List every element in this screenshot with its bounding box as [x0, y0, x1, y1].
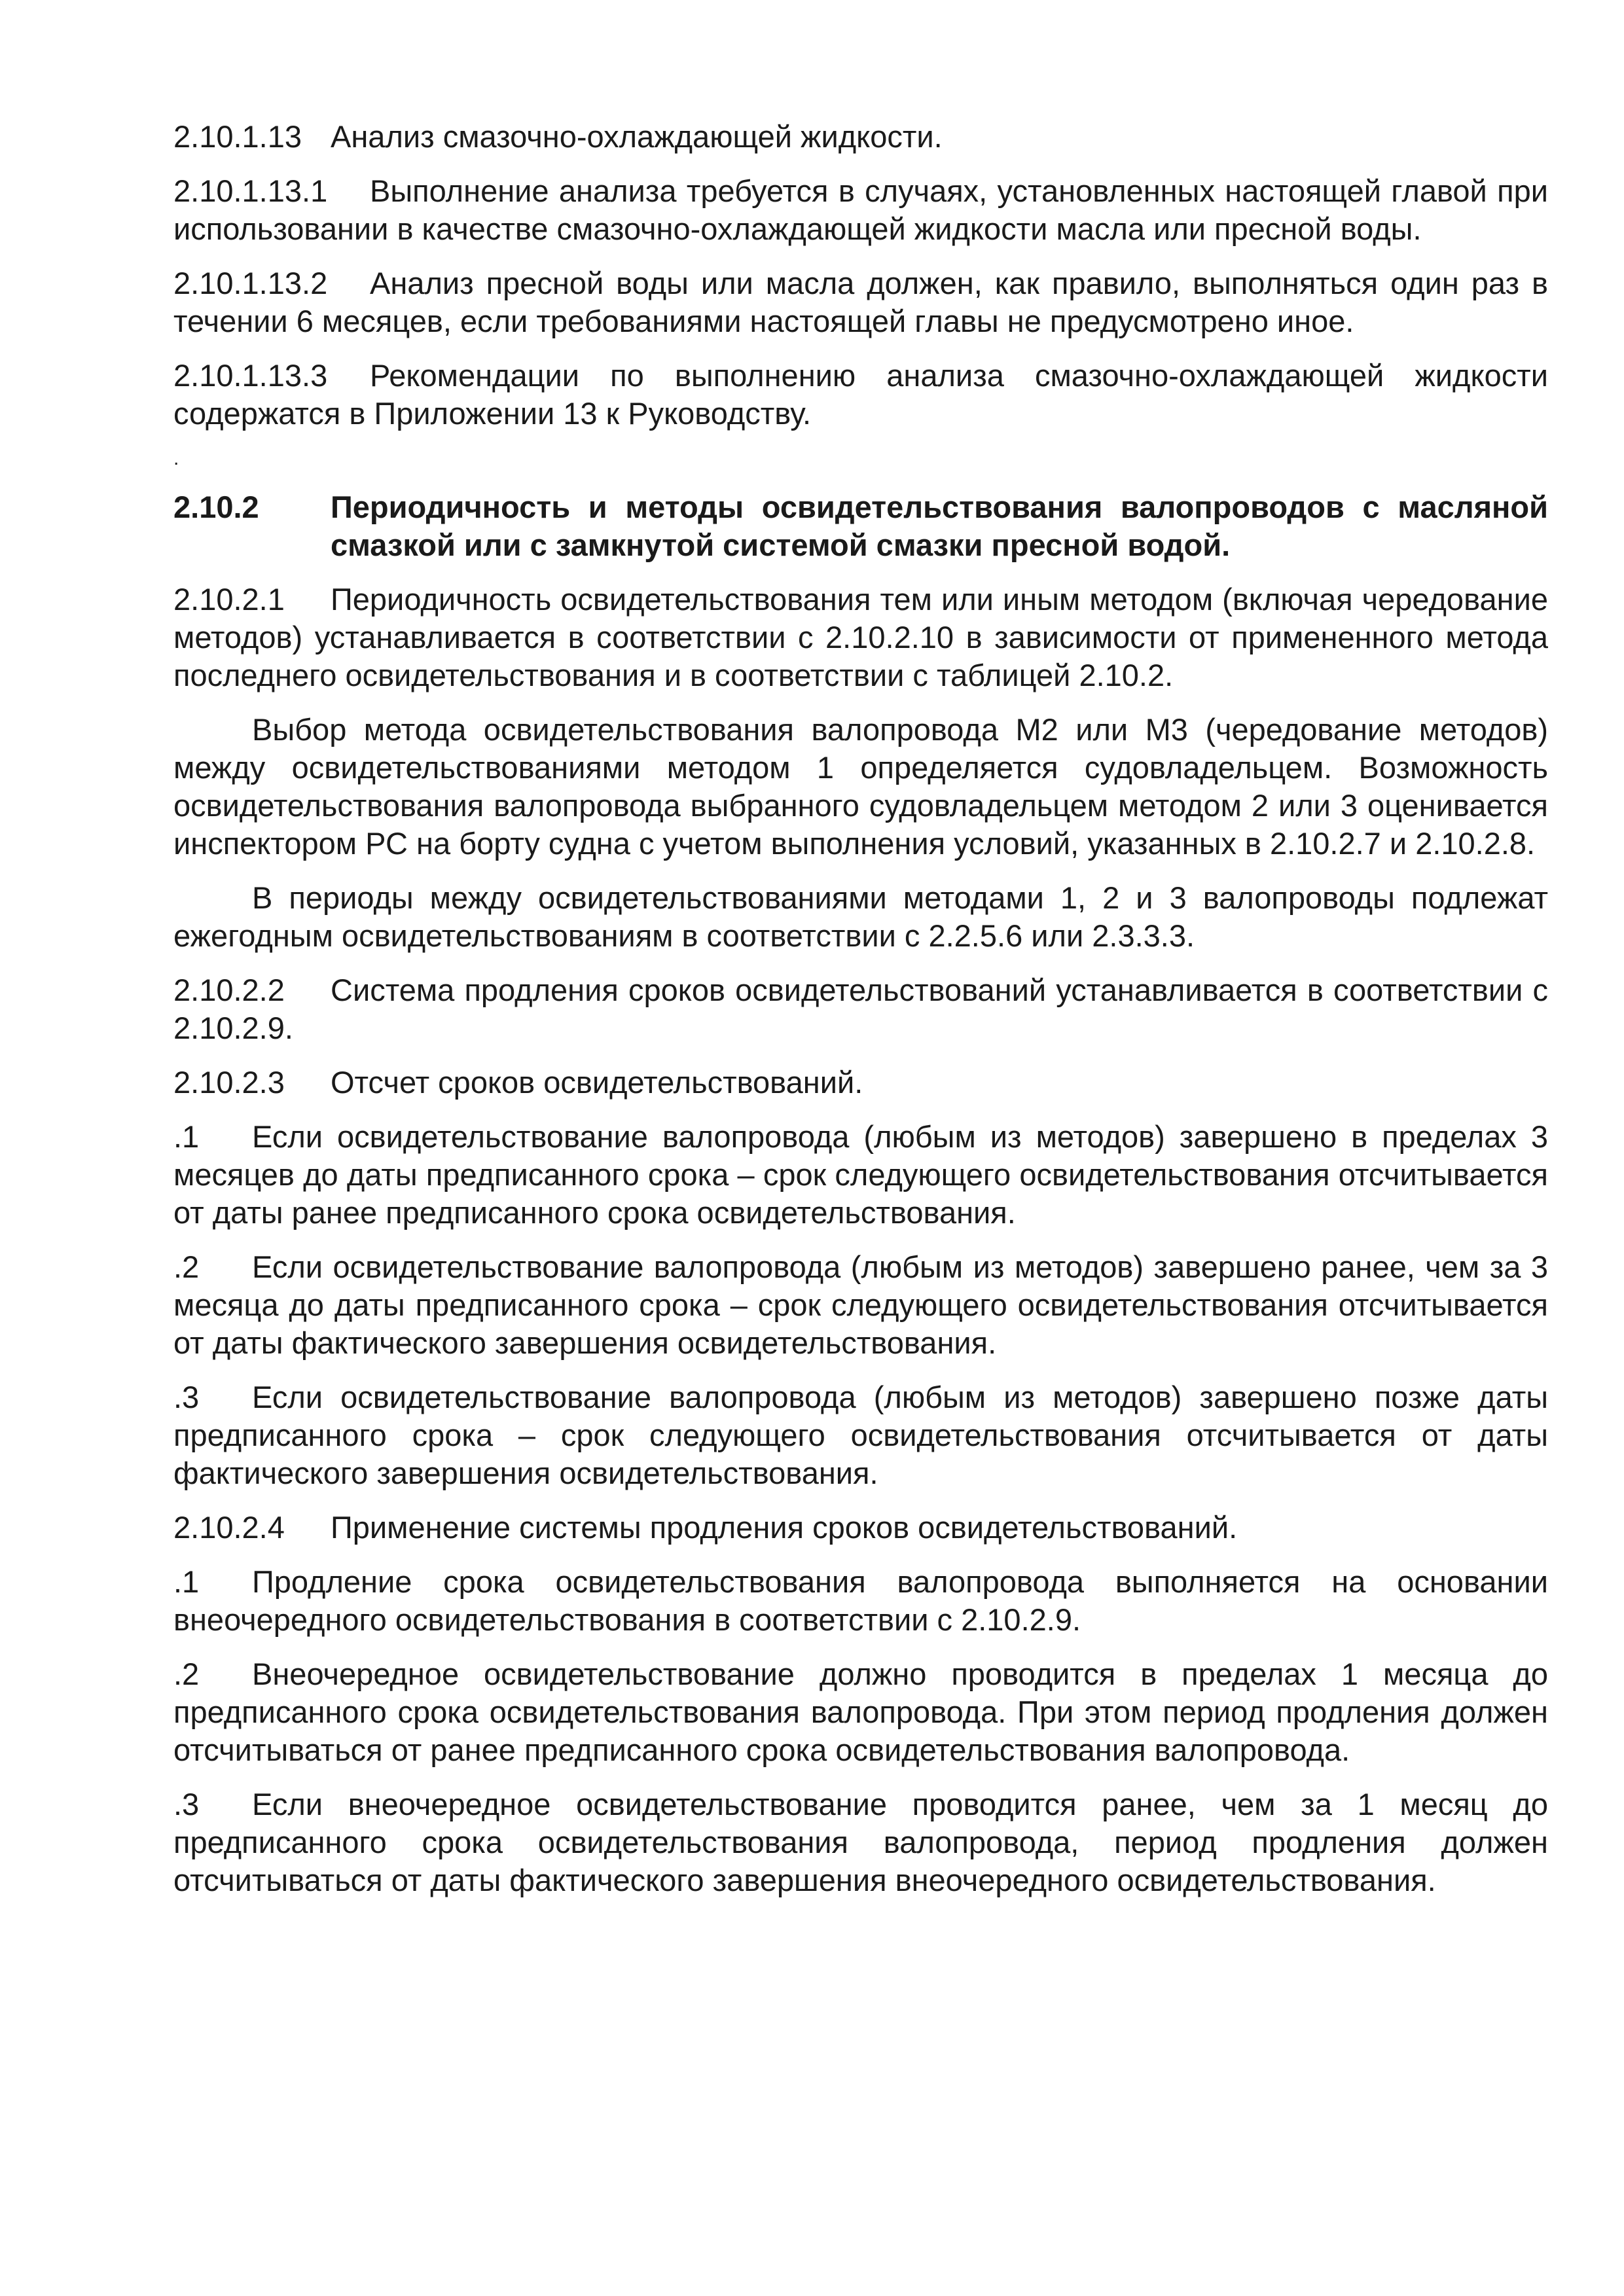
clause-text: Периодичность освидетельствования тем или иным методом (включая чередование методов) устанавливается в соответствии с 2.10.2.10 в зависимости от примененного метода последнего освидетельствования и в соответствии с таблицей 2.10.2. — [173, 582, 1548, 692]
item-number: .2 — [173, 1249, 200, 1284]
item-text: Если освидетельствование валопровода (любым из методов) завершено в пределах 3 месяцев до даты предписанного срока – срок следующего освидетельствования отсчитывается от даты ранее предписанного срока освидетельствования. — [173, 1119, 1548, 1230]
list-item-2-10-2-4-2 — [173, 1655, 1548, 1769]
item-number: .3 — [173, 1787, 200, 1821]
clause-text: Выполнение анализа требуется в случаях, установленных настоящей главой при использовании в качестве смазочно-охлаждающей жидкости масла или пресной воды. — [173, 173, 1548, 246]
section-title: Периодичность и методы освидетельствования валопроводов с масляной смазкой или с замкнутой системой смазки пресной водой. — [331, 490, 1548, 562]
paragraph-2-10-1-13-3 — [173, 357, 1548, 433]
item-text: Если освидетельствование валопровода (любым из методов) завершено ранее, чем за 3 месяца до даты предписанного срока – срок следующего освидетельствования отсчитывается от даты фактического завершения освидетельствования. — [173, 1249, 1548, 1360]
item-text: Если освидетельствование валопровода (любым из методов) завершено позже даты предписанного срока – срок следующего освидетельствования отсчитывается от даты фактического завершения освидетельствования. — [173, 1380, 1548, 1490]
item-number: .3 — [173, 1380, 200, 1414]
clause-text: Применение системы продления сроков освидетельствований. — [331, 1510, 1238, 1545]
paragraph-2-10-2-2 — [173, 971, 1548, 1047]
paragraph-2-10-1-13 — [173, 118, 1548, 156]
item-number: .2 — [173, 1657, 200, 1691]
document-page — [173, 118, 1548, 1916]
paragraph-2-10-2-1-annual-surveys: В периоды между освидетельствованиями методами 1, 2 и 3 валопроводы подлежат ежегодным освидетельствованиям в соответствии с 2.2.5.6 или 2.3.3.3. — [173, 880, 1548, 953]
paragraph-2-10-2-1 — [173, 581, 1548, 694]
item-number: .1 — [173, 1564, 200, 1599]
clause-number: 2.10.1.13.3 — [173, 358, 328, 393]
clause-text: Отсчет сроков освидетельствований. — [331, 1065, 863, 1100]
section-number: 2.10.2 — [173, 490, 259, 524]
item-text: Если внеочередное освидетельствование проводится ранее, чем за 1 месяц до предписанного срока освидетельствования валопровода, период продления должен отсчитываться от даты фактического завершения внеочередного освидетельствования. — [173, 1787, 1548, 1897]
clause-number: 2.10.2.3 — [173, 1065, 285, 1100]
clause-number: 2.10.1.13.2 — [173, 266, 328, 300]
list-item-2-10-2-4-1 — [173, 1563, 1548, 1639]
clause-number: 2.10.1.13 — [173, 119, 302, 154]
paragraph-2-10-1-13-2 — [173, 264, 1548, 340]
clause-number: 2.10.1.13.1 — [173, 173, 328, 208]
clause-text: Система продления сроков освидетельствований устанавливается в соответствии с 2.10.2.9. — [173, 973, 1548, 1045]
list-item-2-10-2-3-3 — [173, 1378, 1548, 1492]
paragraph-2-10-2-1-method-choice: Выбор метода освидетельствования валопровода М2 или М3 (чередование методов) между освидетельствованиями методом 1 определяется судовладельцем. Возможность освидетельствования валопровода выбранного судовладельцем методом 2 или 3 оценивается инспектором РС на борту судна с учетом выполнения условий, указанных в 2.10.2.7 и 2.10.2.8. — [173, 712, 1548, 861]
separator-dot: . — [173, 448, 179, 469]
item-text: Внеочередное освидетельствование должно проводится в пределах 1 месяца до предписанного срока освидетельствования валопровода. При этом период продления должен отсчитываться от ранее предписанного срока освидетельствования валопровода. — [173, 1657, 1548, 1767]
section-heading-2-10-2 — [173, 488, 1548, 564]
clause-number: 2.10.2.4 — [173, 1510, 285, 1545]
item-number: .1 — [173, 1119, 200, 1154]
clause-text: Рекомендации по выполнению анализа смазочно-охлаждающей жидкости содержатся в Приложении 13 к Руководству. — [173, 358, 1548, 431]
clause-text: Анализ смазочно-охлаждающей жидкости. — [331, 119, 943, 154]
paragraph-2-10-2-3 — [173, 1064, 1548, 1102]
list-item-2-10-2-4-3 — [173, 1785, 1548, 1899]
list-item-2-10-2-3-2 — [173, 1248, 1548, 1362]
paragraph-2-10-1-13-1 — [173, 172, 1548, 248]
list-item-2-10-2-3-1 — [173, 1118, 1548, 1232]
clause-text: Анализ пресной воды или масла должен, как правило, выполняться один раз в течении 6 месяцев, если требованиями настоящей главы не предусмотрено иное. — [173, 266, 1548, 338]
clause-number: 2.10.2.2 — [173, 973, 285, 1007]
paragraph-2-10-2-4 — [173, 1509, 1548, 1547]
item-text: Продление срока освидетельствования валопровода выполняется на основании внеочередного освидетельствования в соответствии с 2.10.2.9. — [173, 1564, 1548, 1637]
clause-number: 2.10.2.1 — [173, 582, 285, 617]
